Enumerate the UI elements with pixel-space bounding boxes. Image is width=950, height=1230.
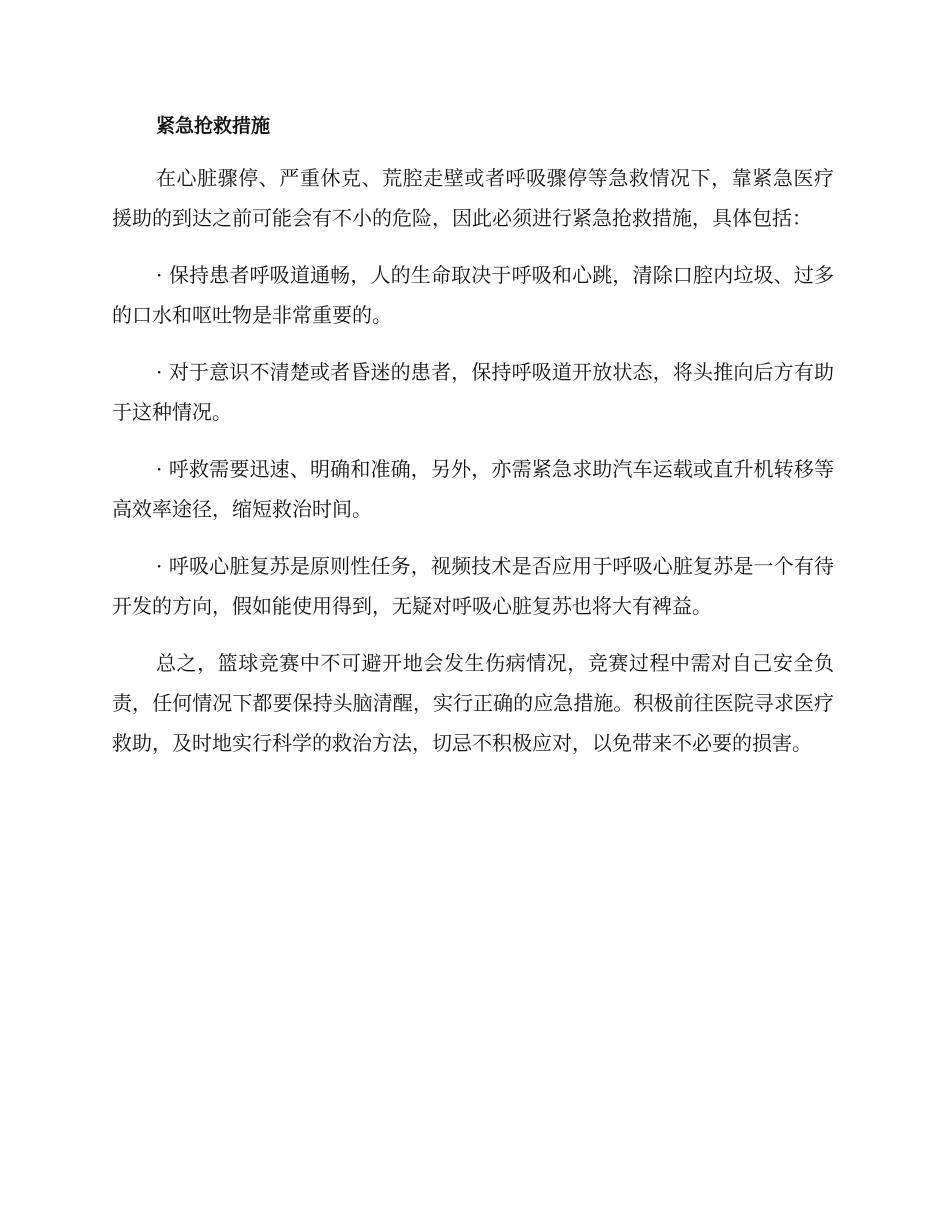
conclusion-paragraph: 总之，篮球竞赛中不可避开地会发生伤病情况，竞赛过程中需对自己安全负责，任何情况下都要保持头脑清醒，实行正确的应急措施。积极前往医院寻求医疗救助，及时地实行科学的救治方法，切忌不积极应对，以免带来不必要的损害。 bbox=[112, 651, 834, 755]
bullet-airway-paragraph: · 保持患者呼吸道通畅，人的生命取决于呼吸和心跳，清除口腔内垃圾、过多的口水和呕吐物是非常重要的。 bbox=[112, 263, 834, 327]
bullet-cpr-paragraph: · 呼吸心脏复苏是原则性任务，视频技术是否应用于呼吸心脏复苏是一个有待开发的方向，假如能使用得到，无疑对呼吸心脏复苏也将大有裨益。 bbox=[112, 554, 834, 618]
section-heading: 紧急抢救措施 bbox=[156, 115, 271, 137]
document-page bbox=[112, 106, 834, 780]
bullet-unconscious-paragraph: · 对于意识不清楚或者昏迷的患者，保持呼吸道开放状态，将头推向后方有助于这种情况。 bbox=[112, 360, 834, 424]
bullet-call-for-help-paragraph: · 呼救需要迅速、明确和准确，另外，亦需紧急求助汽车运载或直升机转移等高效率途径，缩短救治时间。 bbox=[112, 457, 834, 521]
intro-paragraph: 在心脏骤停、严重休克、荒腔走壁或者呼吸骤停等急救情况下，靠紧急医疗援助的到达之前可能会有不小的危险，因此必须进行紧急抢救措施，具体包括： bbox=[112, 166, 834, 230]
